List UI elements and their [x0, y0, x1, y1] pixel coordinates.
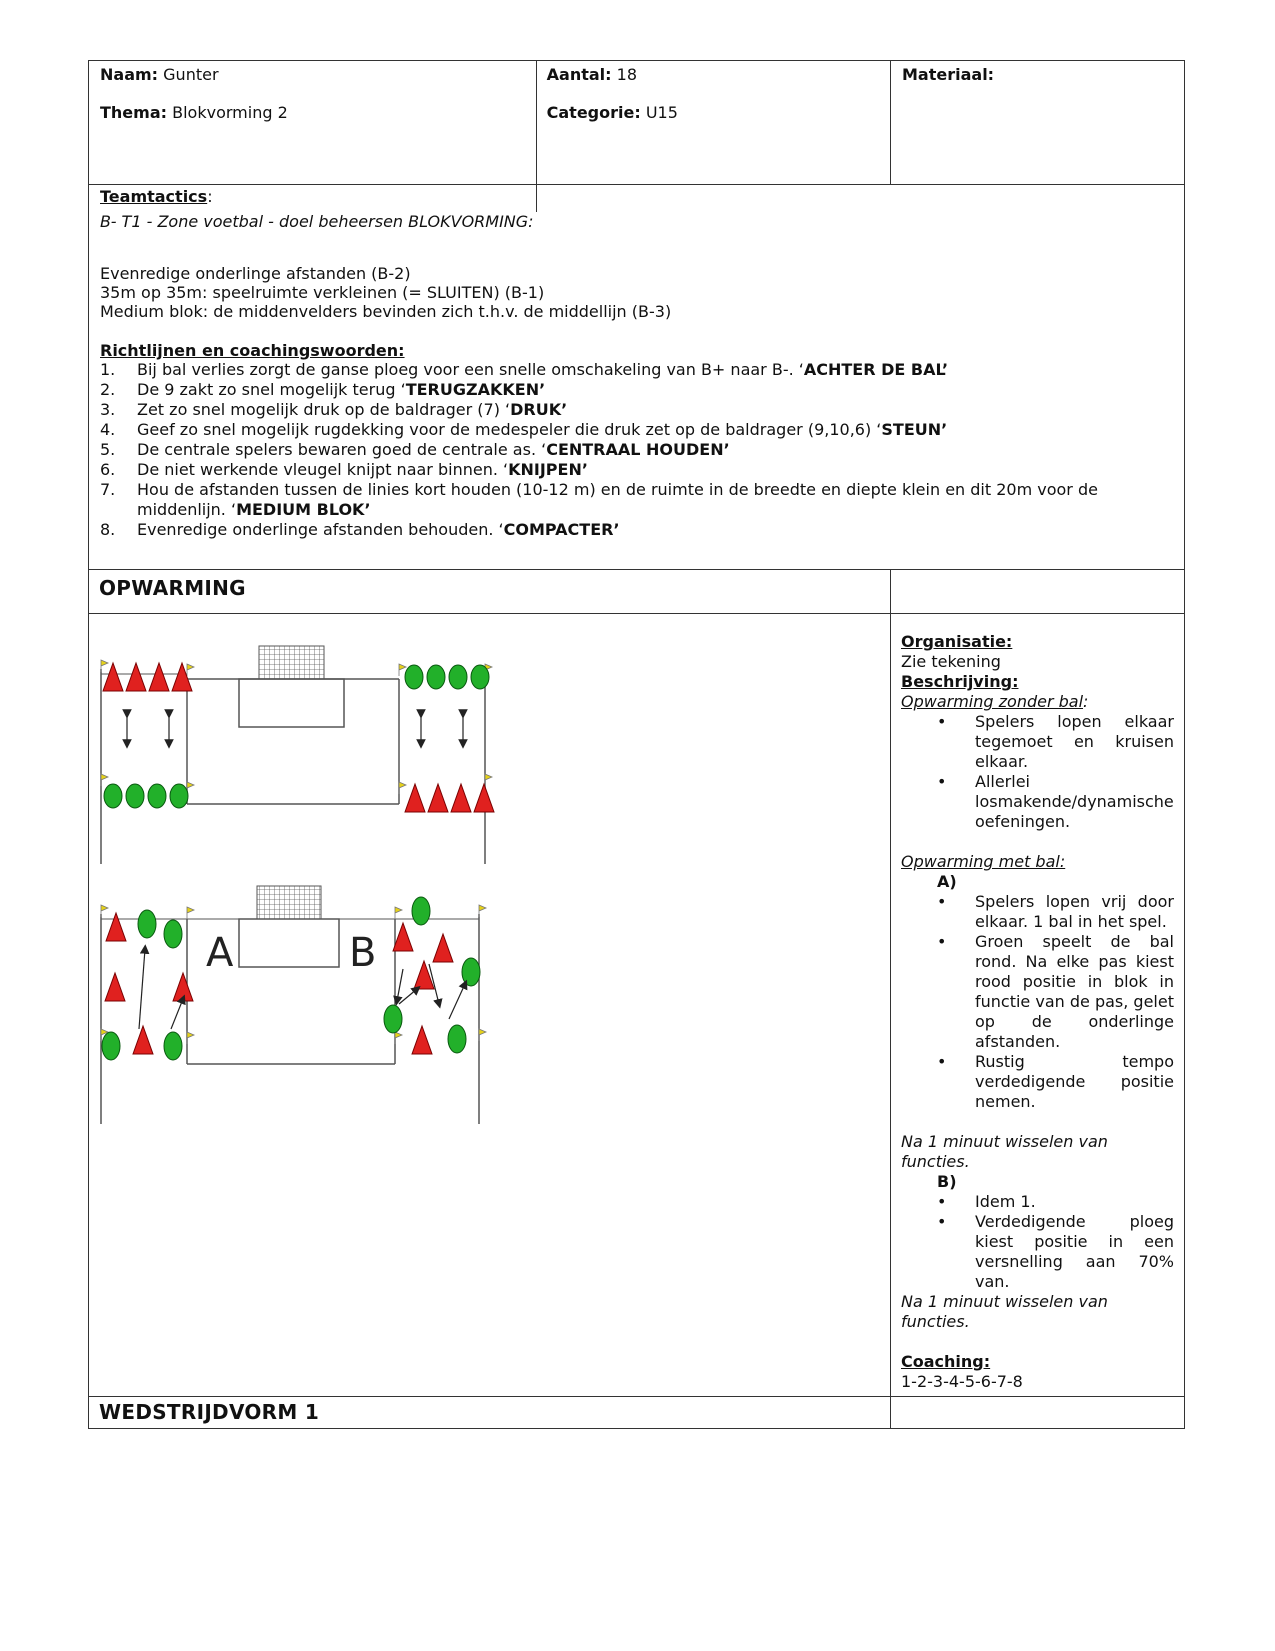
thema-value: Blokvorming 2	[172, 103, 288, 122]
categorie-value: U15	[645, 103, 678, 122]
categorie-label: Categorie:	[546, 103, 641, 122]
teamtactics-line-3: Medium blok: de middenvelders bevinden zich t.h.v. de middellijn (B-3)	[100, 302, 672, 321]
training-sheet	[88, 60, 1184, 1429]
richtlijnen-label: Richtlijnen en coachingswoorden:	[100, 341, 405, 360]
opwarming-title-right	[891, 570, 1185, 614]
opwarming-text-cell	[891, 614, 1185, 1397]
list-item: 4. Geef zo snel mogelijk rugdekking voor de medespeler die druk zet op de baldrager (9,10,6) ‘STEUN’	[100, 420, 948, 439]
a-label: A)	[937, 872, 957, 891]
naam-value: Gunter	[163, 65, 219, 84]
wissel-note-1: Na 1 minuut wisselen van functies.	[901, 1132, 1108, 1171]
teamtactics-line-2: 35m op 35m: speelruimte verkleinen (= SLUITEN) (B-1)	[100, 283, 545, 302]
list-item: 6. De niet werkende vleugel knijpt naar binnen. ‘KNIJPEN’	[100, 460, 588, 479]
teamtactics-label: Teamtactics	[100, 187, 208, 206]
list-item: • Spelers lopen elkaar tegemoet en kruisen elkaar.	[937, 712, 1174, 771]
header-left-cell	[89, 61, 720, 185]
aantal-label: Aantal:	[546, 65, 612, 84]
drawing-1	[101, 646, 494, 864]
richtlijnen-list	[100, 360, 1174, 540]
wedstrijdvorm-title: WEDSTRIJDVORM 1	[89, 1397, 891, 1429]
list-item: • Idem 1.	[937, 1192, 1036, 1211]
naam-label: Naam:	[100, 65, 159, 84]
list-item: • Verdedigende ploeg kiest positie in een versnelling aan 70% van.	[937, 1212, 1174, 1291]
met-bal-label: Opwarming met bal:	[901, 852, 1066, 871]
training-table	[88, 60, 1185, 1429]
aantal-value: 18	[616, 65, 637, 84]
coaching-text: 1-2-3-4-5-6-7-8	[901, 1372, 1023, 1391]
b-label: B)	[937, 1172, 957, 1191]
zone-b-label: B	[349, 930, 377, 976]
list-item: 5. De centrale spelers bewaren goed de centrale as. ‘CENTRAAL HOUDEN’	[100, 440, 730, 459]
zonder-bal-colon: :	[1083, 692, 1089, 711]
teamtactics-colon: :	[207, 187, 213, 206]
list-item: • Rustig tempo verdedigende positie nemen.	[937, 1052, 1174, 1111]
list-item: 8. Evenredige onderlinge afstanden behouden. ‘COMPACTER’	[100, 520, 620, 539]
teamtactics-cell	[89, 185, 1185, 570]
aantal-cell	[536, 61, 720, 212]
coaching-label: Coaching:	[901, 1352, 991, 1371]
drawing-2	[101, 886, 486, 1124]
list-item: 2. De 9 zakt zo snel mogelijk terug ‘TERUGZAKKEN’	[100, 380, 546, 399]
list-item: 7. Hou de afstanden tussen de linies kort houden (10-12 m) en de ruimte in de breedte en diepte klein en dit 20m voor de middenlijn. ‘MEDIUM BLOK’	[100, 480, 1098, 519]
list-item: • Spelers lopen vrij door elkaar. 1 bal in het spel.	[937, 892, 1174, 931]
teamtactics-subtitle: B- T1 - Zone voetbal - doel beheersen BLOKVORMING:	[100, 212, 534, 231]
zonder-bal-label: Opwarming zonder bal	[901, 692, 1084, 711]
zone-a-label: A	[206, 930, 234, 976]
teamtactics-line-1: Evenredige onderlinge afstanden (B-2)	[100, 264, 411, 283]
list-item: • Allerlei losmakende/dynamische oefeningen.	[937, 772, 1174, 831]
materiaal-label: Materiaal:	[902, 65, 995, 84]
opwarming-drawing-cell	[89, 614, 891, 1397]
materiaal-cell	[891, 61, 1185, 185]
spacer-cell	[720, 61, 891, 185]
thema-label: Thema:	[100, 103, 168, 122]
organisatie-text: Zie tekening	[901, 652, 1001, 671]
list-item: • Groen speelt de bal rond. Na elke pas kiest rood positie in blok in functie van de pas, gelet op de onderlinge afstanden.	[937, 932, 1174, 1051]
organisatie-label: Organisatie:	[901, 632, 1013, 651]
opwarming-title: OPWARMING	[89, 570, 891, 614]
beschrijving-label: Beschrijving:	[901, 672, 1019, 691]
list-item: 1. Bij bal verlies zorgt de ganse ploeg voor een snelle omschakeling van B+ naar B-. ‘ACHTER DE BAL’	[100, 360, 949, 379]
drill-drawing	[99, 644, 499, 1164]
wedstrijdvorm-title-right	[891, 1397, 1185, 1429]
list-item: 3. Zet zo snel mogelijk druk op de baldrager (7) ‘DRUK’	[100, 400, 568, 419]
wissel-note-2: Na 1 minuut wisselen van functies.	[901, 1292, 1108, 1331]
